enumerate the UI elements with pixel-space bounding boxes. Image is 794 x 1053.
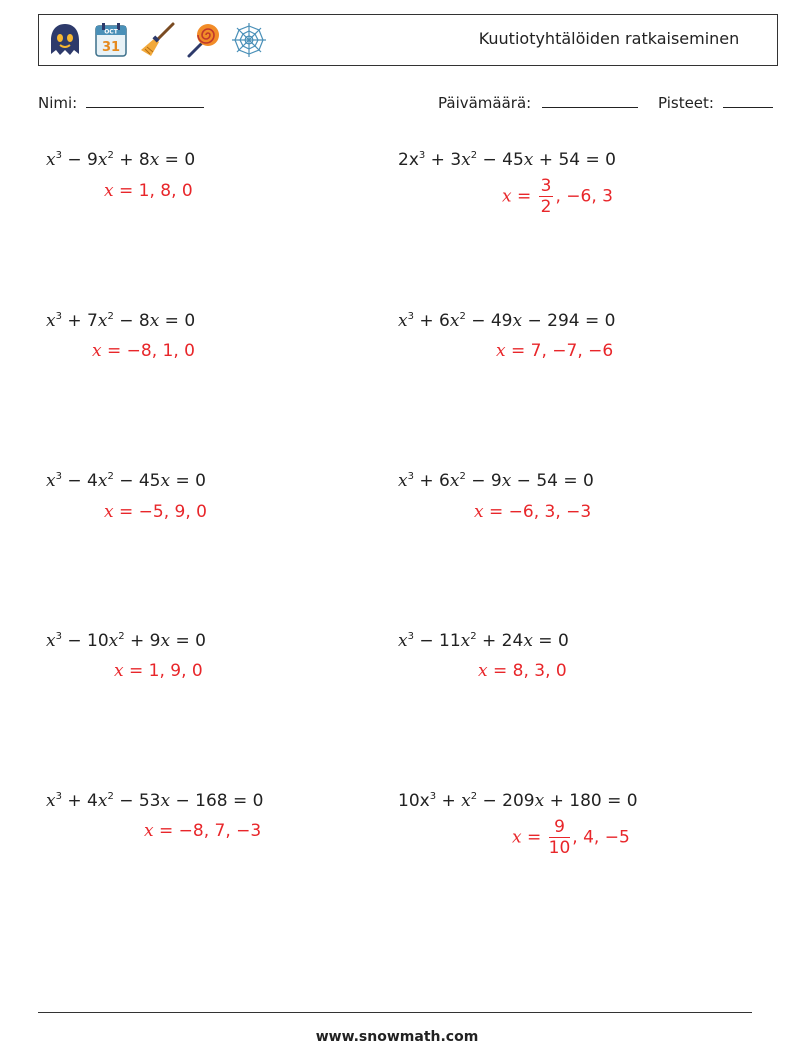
problem-3: $x^3 + 7x^2 - 8x = 0$ (46, 311, 196, 331)
answer-2: x = $\frac{3}{2}$ , −6, 3 (502, 176, 613, 217)
date-line (542, 93, 638, 108)
answer-4: x = 7, −7, −6 (496, 341, 614, 361)
name-line (86, 93, 204, 108)
answer-5: x = −5, 9, 0 (104, 502, 207, 522)
problem-9: $x^3 + 4x^2 - 53x - 168 = 0$ (46, 791, 264, 811)
ghost-icon (45, 20, 85, 60)
problem-5: $x^3 - 4x^2 - 45x = 0$ (46, 471, 206, 491)
date-label: Päivämäärä: (438, 94, 532, 112)
problem-8: $x^3 - 11x^2 + 24x = 0$ (398, 631, 569, 651)
broom-icon (137, 20, 177, 60)
svg-text:31: 31 (101, 40, 121, 55)
icon-row (45, 20, 269, 60)
problem-7: $x^3 - 10x^2 + 9x = 0$ (46, 631, 206, 651)
spiderweb-icon (229, 20, 269, 60)
answer-3: x = −8, 1, 0 (92, 341, 195, 361)
score-line (723, 93, 773, 108)
score-label: Pisteet: (658, 94, 714, 112)
answer-10: x = $\frac{9}{10}$ , 4, −5 (512, 817, 630, 858)
problem-2: $2x^3 + 3x^2 - 45x + 54 = 0$ (398, 150, 616, 170)
problem-10: $10x^3 + x^2 - 209x + 180 = 0$ (398, 791, 638, 811)
problem-4: $x^3 + 6x^2 - 49x - 294 = 0$ (398, 311, 616, 331)
svg-text:OCT: OCT (104, 28, 118, 36)
answer-7: x = 1, 9, 0 (114, 661, 203, 681)
answer-6: x = −6, 3, −3 (474, 502, 592, 522)
name-field (38, 93, 204, 112)
calendar-icon (91, 20, 131, 60)
footer-url: www.snowmath.com (315, 1029, 479, 1045)
lollipop-icon (183, 20, 223, 60)
problem-6: $x^3 + 6x^2 - 9x - 54 = 0$ (398, 471, 594, 491)
date-field (438, 93, 638, 112)
answer-2-fraction: $\frac{3}{2}$ (540, 176, 552, 217)
worksheet-header (38, 14, 778, 66)
score-field (658, 93, 773, 112)
name-label: Nimi: (38, 94, 78, 112)
worksheet-title: Kuutiotyhtälöiden ratkaiseminen (478, 29, 740, 48)
answer-8: x = 8, 3, 0 (478, 661, 567, 681)
answer-1: x = 1, 8, 0 (104, 181, 193, 201)
answer-10-fraction: $\frac{9}{10}$ (548, 817, 571, 858)
footer-divider (38, 1012, 752, 1013)
problem-1: $x^3 - 9x^2 + 8x = 0$ (46, 150, 196, 170)
answer-9: x = −8, 7, −3 (144, 821, 262, 841)
